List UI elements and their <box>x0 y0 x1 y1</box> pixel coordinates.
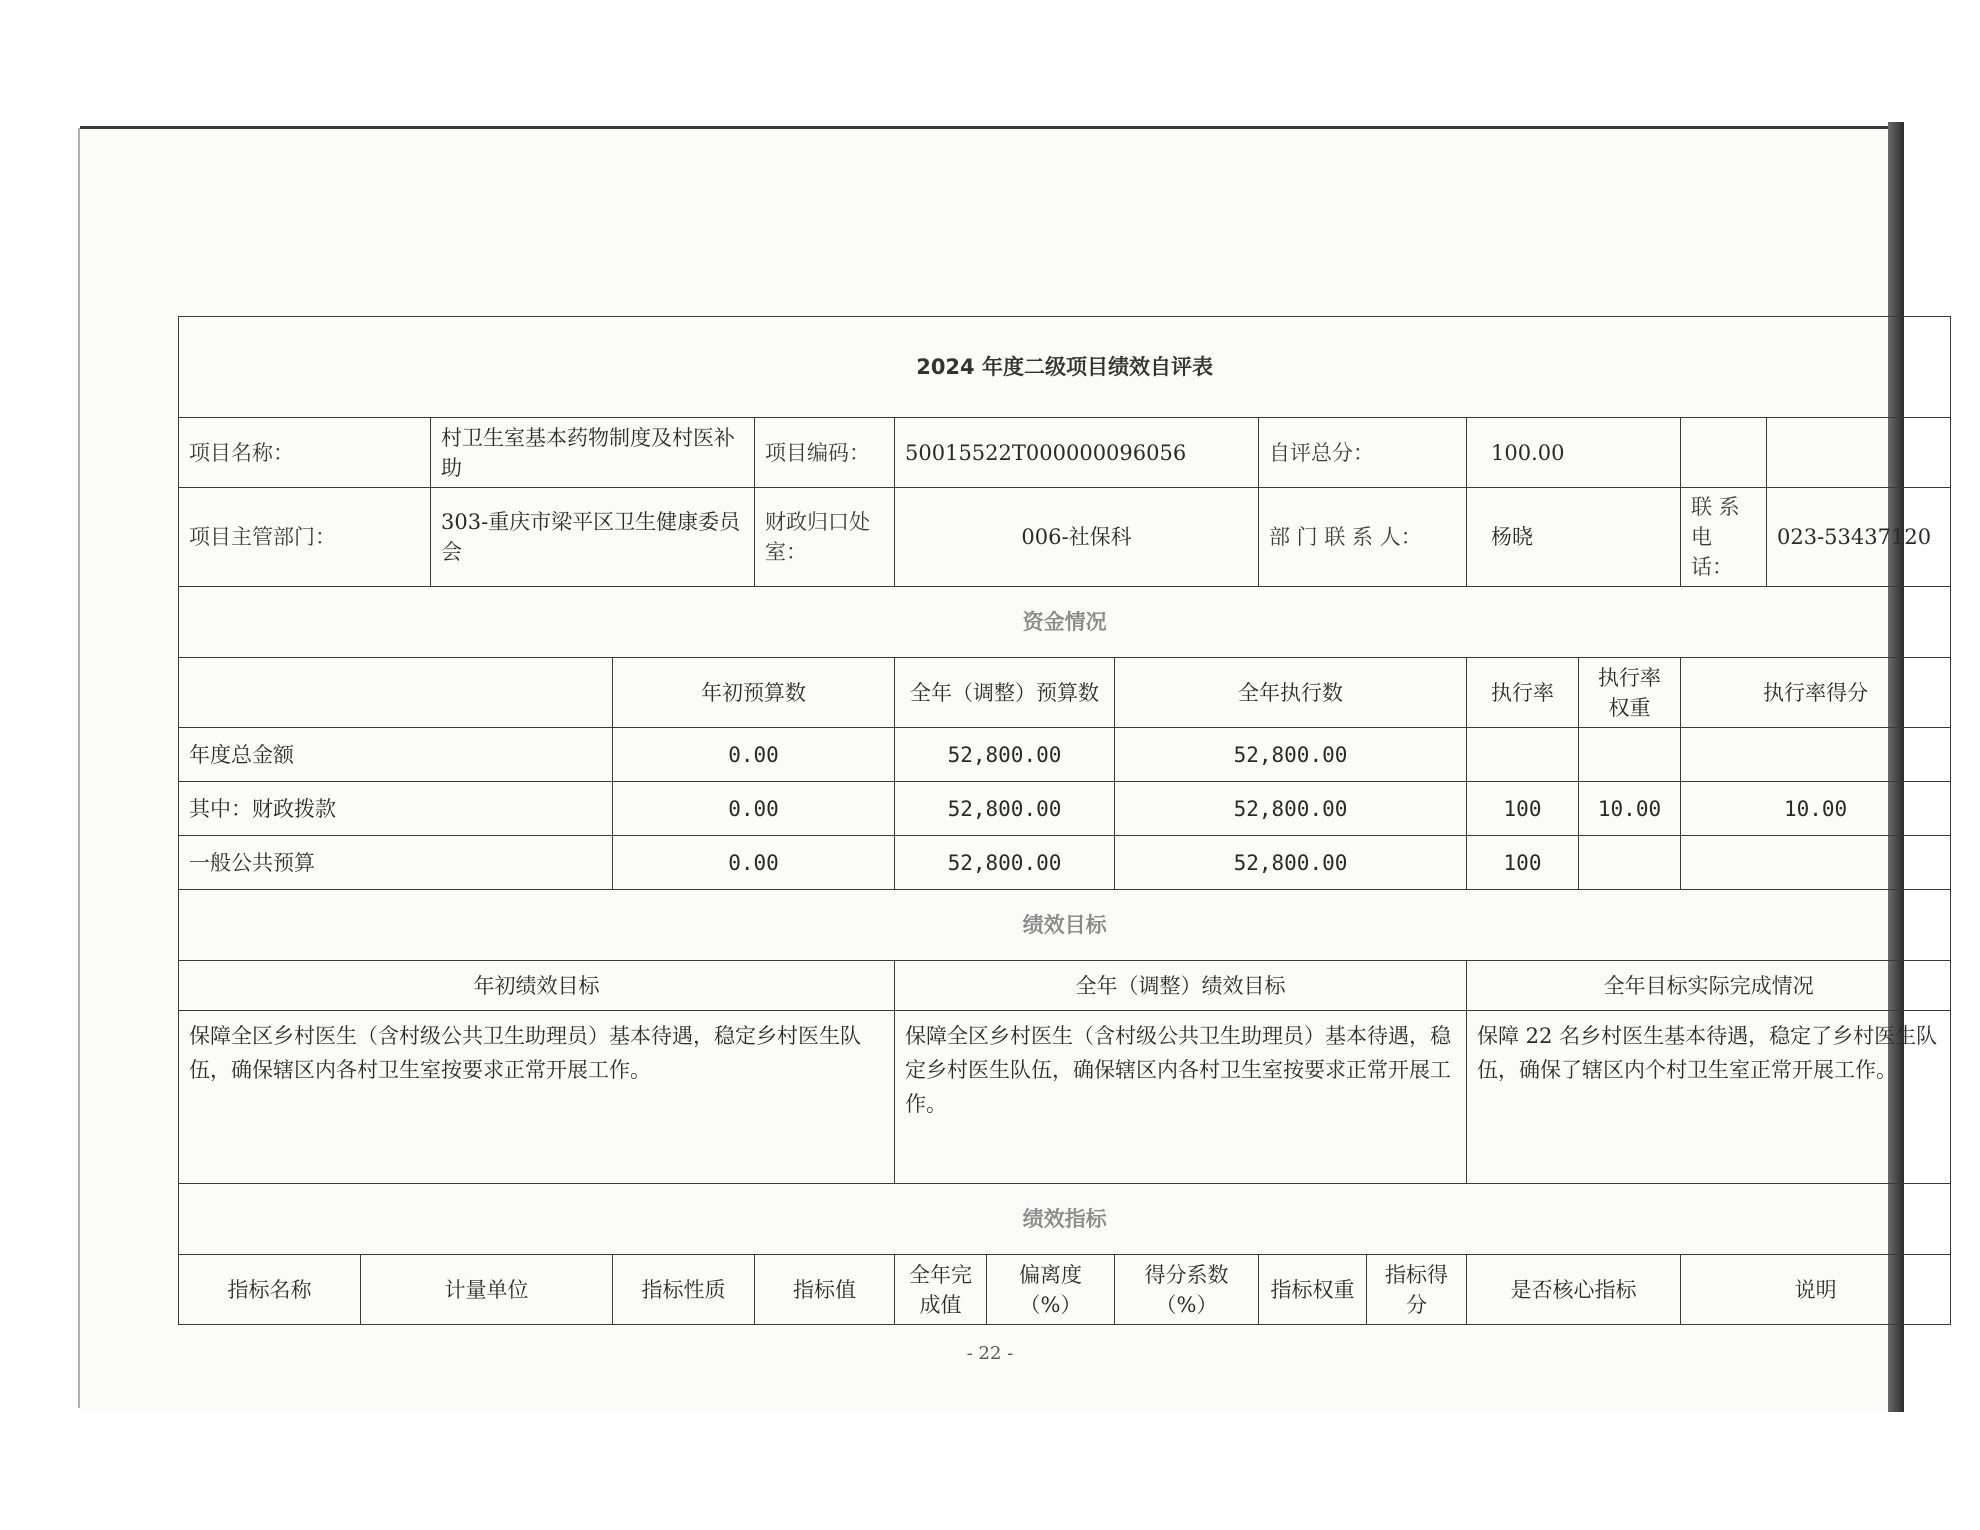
funds-rate: 100 <box>1467 836 1579 890</box>
funds-score <box>1681 728 1951 782</box>
funds-header-rate: 执行率 <box>1467 658 1579 728</box>
funds-executed: 52,800.00 <box>1115 782 1467 836</box>
funds-section-title: 资金情况 <box>179 587 1951 658</box>
goal-adjusted-text: 保障全区乡村医生（含村级公共卫生助理员）基本待遇，稳定乡村医生队伍，确保辖区内各村卫生室按要求正常开展工作。 <box>895 1011 1467 1184</box>
goals-section-title: 绩效目标 <box>179 890 1951 961</box>
ind-header-unit: 计量单位 <box>361 1255 613 1325</box>
score-label: 自评总分： <box>1259 418 1467 488</box>
score-value: 100.00 <box>1467 418 1681 488</box>
ind-header-deviation: 偏离度（%） <box>987 1255 1115 1325</box>
funds-row-label: 年度总金额 <box>179 728 613 782</box>
table-row <box>179 728 1951 782</box>
ind-header-value: 指标值 <box>755 1255 895 1325</box>
funds-initial: 0.00 <box>613 728 895 782</box>
phone-value: 023-53437120 <box>1767 488 1951 587</box>
funds-executed: 52,800.00 <box>1115 728 1467 782</box>
funds-score: 10.00 <box>1681 782 1951 836</box>
funds-rate <box>1467 728 1579 782</box>
goal-initial-text: 保障全区乡村医生（含村级公共卫生助理员）基本待遇，稳定乡村医生队伍，确保辖区内各村卫生室按要求正常开展工作。 <box>179 1011 895 1184</box>
dept-label: 项目主管部门： <box>179 488 431 587</box>
empty-cell <box>1681 418 1767 488</box>
ind-header-name: 指标名称 <box>179 1255 361 1325</box>
project-code-label: 项目编码： <box>755 418 895 488</box>
funds-adjusted: 52,800.00 <box>895 728 1115 782</box>
empty-cell <box>1767 418 1951 488</box>
funds-header-blank <box>179 658 613 728</box>
ind-header-weight: 指标权重 <box>1259 1255 1367 1325</box>
funds-adjusted: 52,800.00 <box>895 782 1115 836</box>
funds-weight: 10.00 <box>1579 782 1681 836</box>
funds-header-adjusted: 全年（调整）预算数 <box>895 658 1115 728</box>
goals-header-initial: 年初绩效目标 <box>179 961 895 1011</box>
goal-actual-text: 保障 22 名乡村医生基本待遇，稳定了乡村医生队伍，确保了辖区内个村卫生室正常开展工作。 <box>1467 1011 1951 1184</box>
ind-header-note: 说明 <box>1681 1255 1951 1325</box>
funds-initial: 0.00 <box>613 836 895 890</box>
goals-header-actual: 全年目标实际完成情况 <box>1467 961 1951 1011</box>
funds-header-weight: 执行率权重 <box>1579 658 1681 728</box>
contact-label: 部 门 联 系 人： <box>1259 488 1467 587</box>
funds-initial: 0.00 <box>613 782 895 836</box>
funds-score <box>1681 836 1951 890</box>
ind-header-core: 是否核心指标 <box>1467 1255 1681 1325</box>
funds-header-initial: 年初预算数 <box>613 658 895 728</box>
funds-row-label: 其中：财政拨款 <box>179 782 613 836</box>
dept-value: 303-重庆市梁平区卫生健康委员会 <box>431 488 755 587</box>
funds-executed: 52,800.00 <box>1115 836 1467 890</box>
indicators-section-title: 绩效指标 <box>179 1184 1951 1255</box>
finance-value: 006-社保科 <box>895 488 1259 587</box>
phone-label: 联 系 电 话： <box>1681 488 1767 587</box>
goals-header-adjusted: 全年（调整）绩效目标 <box>895 961 1467 1011</box>
funds-row-label: 一般公共预算 <box>179 836 613 890</box>
ind-header-nature: 指标性质 <box>613 1255 755 1325</box>
ind-header-score: 指标得分 <box>1367 1255 1467 1325</box>
project-name-label: 项目名称： <box>179 418 431 488</box>
funds-header-score: 执行率得分 <box>1681 658 1951 728</box>
funds-rate: 100 <box>1467 782 1579 836</box>
project-name-value: 村卫生室基本药物制度及村医补助 <box>431 418 755 488</box>
page-number: - 22 - <box>966 1343 1014 1364</box>
project-code-value: 50015522T000000096056 <box>895 418 1259 488</box>
funds-header-executed: 全年执行数 <box>1115 658 1467 728</box>
funds-adjusted: 52,800.00 <box>895 836 1115 890</box>
contact-value: 杨晓 <box>1467 488 1681 587</box>
performance-evaluation-table <box>178 316 1951 1325</box>
finance-label: 财政归口处室： <box>755 488 895 587</box>
funds-weight <box>1579 836 1681 890</box>
funds-weight <box>1579 728 1681 782</box>
table-row <box>179 782 1951 836</box>
form-title: 2024 年度二级项目绩效自评表 <box>179 317 1951 418</box>
table-row <box>179 836 1951 890</box>
ind-header-completed: 全年完成值 <box>895 1255 987 1325</box>
ind-header-coefficient: 得分系数（%） <box>1115 1255 1259 1325</box>
